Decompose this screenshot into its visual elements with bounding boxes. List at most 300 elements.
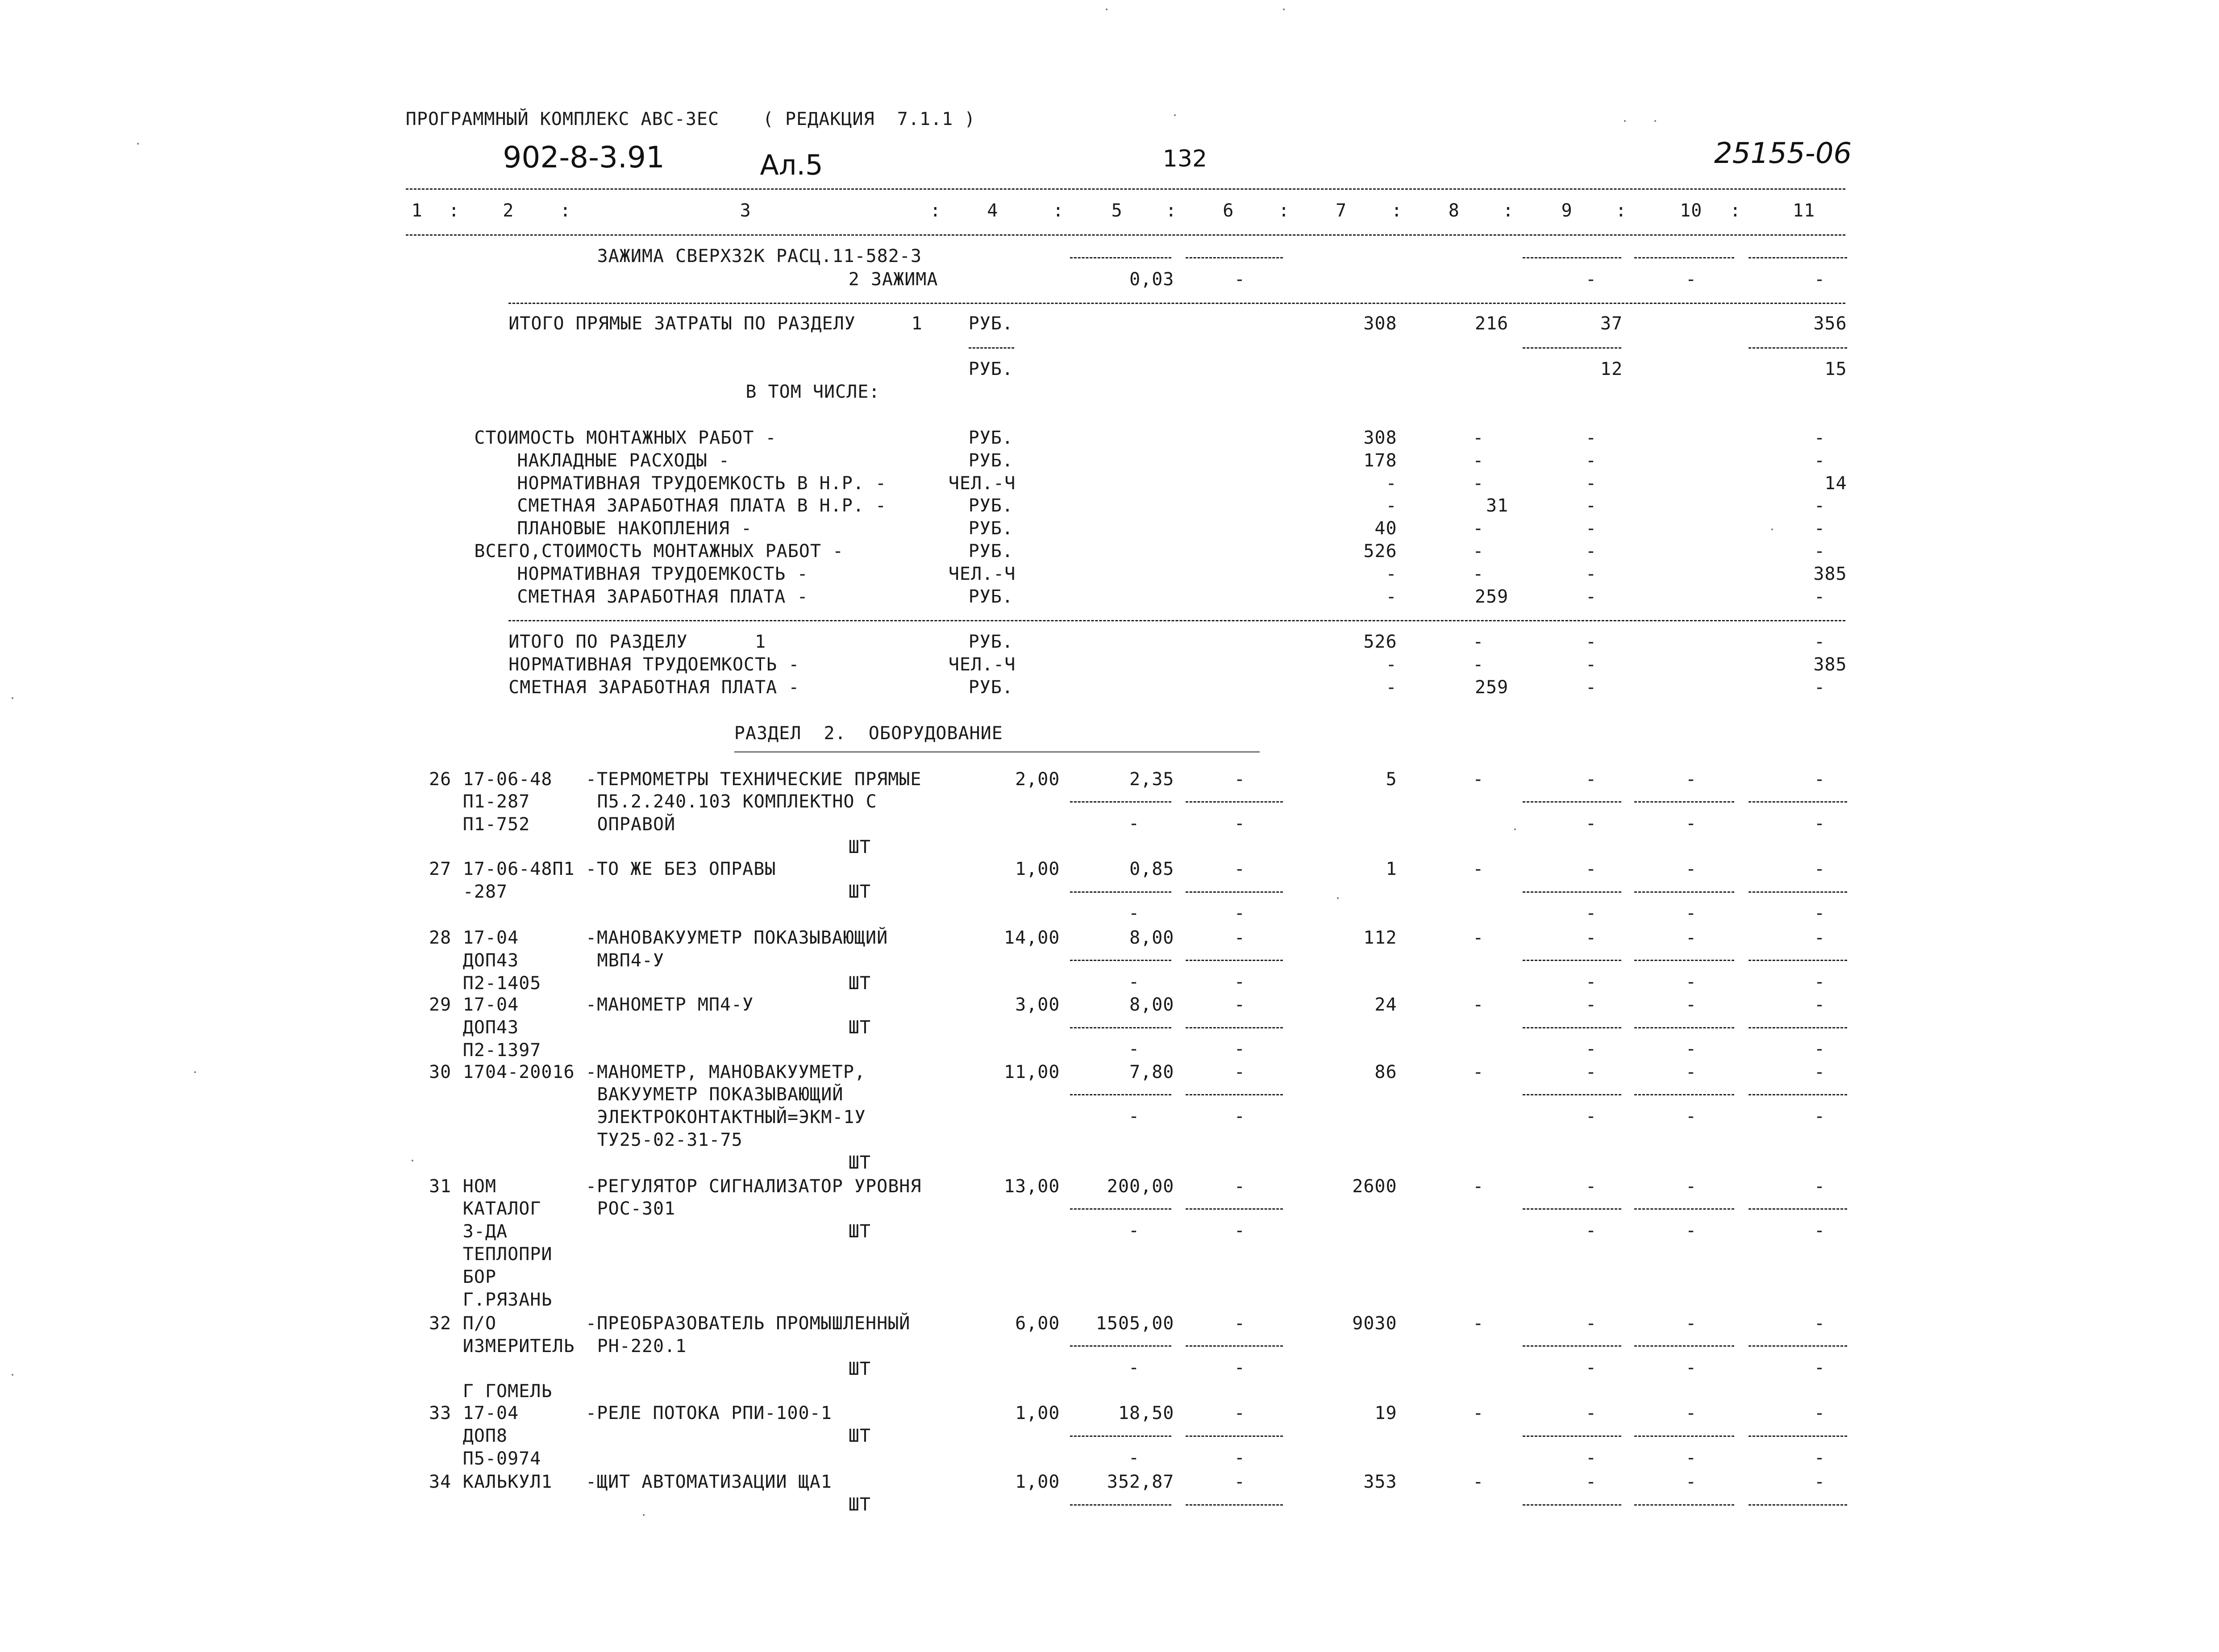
item-code: 1704-20016 bbox=[462, 1061, 575, 1082]
item-code: ИЗМЕРИТЕЛЬ bbox=[462, 1336, 575, 1357]
section-total-c11: - bbox=[1814, 677, 1826, 698]
breakdown-label: СТОИМОСТЬ МОНТАЖНЫХ РАБОТ - bbox=[474, 427, 777, 448]
breakdown-c8: 31 bbox=[1486, 495, 1509, 516]
col-header-4: 4 bbox=[987, 200, 999, 221]
item-c11-sub: - bbox=[1814, 1039, 1826, 1060]
section-total-c7: - bbox=[1386, 654, 1397, 675]
item-rule bbox=[1186, 1504, 1283, 1506]
item-c10-sub: - bbox=[1686, 972, 1697, 992]
item-rule bbox=[1070, 801, 1171, 803]
item-name: ЗАЖИМА СВЕРХ32К РАСЦ.11-582-3 bbox=[597, 246, 922, 267]
item-description: -МАНОВАКУУМЕТР ПОКАЗЫВАЮЩИЙ bbox=[586, 927, 888, 948]
item-c6-sub: - bbox=[1234, 903, 1245, 924]
item-rule bbox=[1523, 1208, 1621, 1210]
rule-header bbox=[406, 234, 1846, 236]
breakdown-c8: - bbox=[1473, 541, 1484, 562]
total2-c11: 15 bbox=[1824, 359, 1847, 380]
item-quantity: 13,00 bbox=[1003, 1176, 1060, 1197]
breakdown-unit: РУБ. bbox=[968, 450, 1013, 471]
item-description: ОПРАВОЙ bbox=[597, 814, 676, 835]
scan-speck bbox=[1654, 120, 1656, 122]
item-c9: - bbox=[1586, 1061, 1597, 1082]
item-code: -287 bbox=[462, 882, 508, 903]
item-total: 2600 bbox=[1352, 1176, 1397, 1197]
item-c6: - bbox=[1234, 1403, 1245, 1424]
item-rule bbox=[1070, 1345, 1171, 1347]
breakdown-c11: 14 bbox=[1824, 473, 1847, 494]
item-number: 33 bbox=[429, 1403, 452, 1424]
item-description: -ТО ЖЕ БЕЗ ОПРАВЫ bbox=[586, 859, 776, 880]
item-unit: ШТ bbox=[848, 882, 871, 903]
item-description: МВП4-У bbox=[597, 950, 665, 971]
item-c8: - bbox=[1473, 1176, 1484, 1197]
item-description: -МАНОМЕТР МП4-У bbox=[586, 995, 754, 1015]
item-c11: - bbox=[1814, 1472, 1826, 1492]
item-c6: - bbox=[1234, 1472, 1245, 1492]
item-c11: - bbox=[1814, 995, 1826, 1015]
item-c9: - bbox=[1586, 1472, 1597, 1492]
section-total-c8: - bbox=[1473, 654, 1484, 675]
item-unit: ШТ bbox=[848, 973, 871, 994]
item-total: 24 bbox=[1374, 995, 1397, 1015]
item-code: П2-1397 bbox=[462, 1040, 541, 1061]
item-c6: - bbox=[1234, 1176, 1245, 1197]
item-price: 8,00 bbox=[1129, 995, 1174, 1015]
breakdown-c9: - bbox=[1586, 450, 1597, 471]
item-number: 27 bbox=[429, 859, 452, 880]
item-c10: - bbox=[1686, 1472, 1697, 1492]
item-rule bbox=[1523, 1345, 1621, 1347]
breakdown-c9: - bbox=[1586, 518, 1597, 539]
item-c6-sub: - bbox=[1234, 1357, 1245, 1378]
item-rule bbox=[1070, 1208, 1171, 1210]
breakdown-c7: 40 bbox=[1374, 518, 1397, 539]
breakdown-c9: - bbox=[1586, 427, 1597, 448]
item-unit: ШТ bbox=[848, 837, 871, 858]
item-c10: - bbox=[1686, 1176, 1697, 1197]
scan-speck bbox=[1106, 8, 1107, 10]
item-unit: ШТ bbox=[848, 1017, 871, 1038]
breakdown-c9: - bbox=[1586, 541, 1597, 562]
total2-c9: 12 bbox=[1600, 359, 1623, 380]
item-c11-sub: - bbox=[1814, 813, 1826, 834]
item-total: 112 bbox=[1363, 927, 1397, 948]
item-rule bbox=[1186, 801, 1283, 803]
item-description: П5.2.240.103 КОМПЛЕКТНО С bbox=[597, 791, 877, 812]
scan-speck bbox=[1174, 114, 1176, 116]
item-number: 32 bbox=[429, 1313, 452, 1334]
item-c9: - bbox=[1586, 1403, 1597, 1424]
item-code: 17-04 bbox=[462, 995, 519, 1015]
item-code: П1-752 bbox=[462, 814, 530, 835]
item-rule bbox=[1523, 891, 1621, 893]
item-c10: - bbox=[1686, 927, 1697, 948]
item-price: 18,50 bbox=[1118, 1403, 1174, 1424]
item-rule bbox=[1070, 960, 1171, 961]
item-quantity: 11,00 bbox=[1003, 1061, 1060, 1082]
item-unit: ШТ bbox=[848, 1153, 871, 1173]
item-c9: - bbox=[1586, 859, 1597, 880]
total-num: 1 bbox=[911, 313, 923, 334]
breakdown-c8: - bbox=[1473, 564, 1484, 585]
col-separator: : bbox=[560, 200, 571, 221]
item-rule bbox=[1749, 1504, 1847, 1506]
item-sub: 2 ЗАЖИМА bbox=[848, 269, 938, 290]
item-c5-sub: - bbox=[1128, 1039, 1140, 1060]
scan-speck bbox=[194, 1071, 196, 1073]
item-c11: - bbox=[1814, 1403, 1826, 1424]
col-header-2: 2 bbox=[503, 200, 514, 221]
item-c6-sub: - bbox=[1234, 1447, 1245, 1468]
item-unit: ШТ bbox=[848, 1426, 871, 1447]
item-number: 29 bbox=[429, 995, 452, 1015]
item-rule bbox=[1523, 1436, 1621, 1437]
item-c11-sub: - bbox=[1814, 1106, 1826, 1127]
item-rule bbox=[1186, 1027, 1283, 1028]
section-total-label: ИТОГО ПО РАЗДЕЛУ 1 bbox=[508, 632, 766, 653]
item-rule bbox=[1749, 1027, 1847, 1028]
item-rule bbox=[1749, 891, 1847, 893]
col-separator: : bbox=[930, 200, 941, 221]
item-price: 0,85 bbox=[1129, 859, 1174, 880]
scan-speck bbox=[1624, 120, 1626, 122]
item-c9-sub: - bbox=[1586, 1106, 1597, 1127]
item-quantity: 1,00 bbox=[1015, 1472, 1060, 1492]
item-description: -ПРЕОБРАЗОВАТЕЛЬ ПРОМЫШЛЕННЫЙ bbox=[586, 1313, 911, 1334]
item-total: 5 bbox=[1386, 769, 1397, 790]
item-code: БОР bbox=[462, 1267, 497, 1288]
item-total: 19 bbox=[1374, 1403, 1397, 1424]
item-rule bbox=[1070, 1094, 1171, 1095]
total-c11: 356 bbox=[1813, 313, 1847, 334]
item-rule bbox=[1749, 1345, 1847, 1347]
album-label: Ал.5 bbox=[760, 148, 823, 181]
section-total-c9: - bbox=[1586, 632, 1597, 653]
item-description: РН-220.1 bbox=[597, 1336, 687, 1357]
col-header-6: 6 bbox=[1223, 200, 1234, 221]
total-unit: РУБ. bbox=[968, 313, 1013, 334]
breakdown-c8: - bbox=[1473, 518, 1484, 539]
section-total-c7: 526 bbox=[1363, 632, 1397, 653]
item-c5-sub: - bbox=[1128, 813, 1140, 834]
section-total-c8: - bbox=[1473, 632, 1484, 653]
breakdown-label: СМЕТНАЯ ЗАРАБОТНАЯ ПЛАТА В Н.Р. - bbox=[517, 495, 887, 516]
breakdown-c9: - bbox=[1586, 495, 1597, 516]
item-code: ДОП43 bbox=[462, 950, 519, 971]
dash-total-unit bbox=[969, 347, 1014, 349]
total-c7: 308 bbox=[1363, 313, 1397, 334]
item-c11-sub: - bbox=[1814, 1357, 1826, 1378]
item-c11: - bbox=[1814, 927, 1826, 948]
item-code: П1-287 bbox=[462, 791, 530, 812]
scan-speck bbox=[1771, 528, 1773, 530]
item-rule bbox=[1749, 1208, 1847, 1210]
section-total-unit: ЧЕЛ.-Ч bbox=[948, 654, 1016, 675]
section-total-label: НОРМАТИВНАЯ ТРУДОЕМКОСТЬ - bbox=[508, 654, 800, 675]
item-rule bbox=[1523, 1027, 1621, 1028]
item-c10: - bbox=[1686, 769, 1697, 790]
including-label: В ТОМ ЧИСЛЕ: bbox=[745, 382, 880, 403]
item-c9-sub: - bbox=[1586, 1357, 1597, 1378]
item-code: П/О bbox=[462, 1313, 497, 1334]
col-header-10: 10 bbox=[1680, 200, 1703, 221]
item-number: 30 bbox=[429, 1061, 452, 1082]
breakdown-c7: - bbox=[1386, 586, 1397, 607]
item-rule bbox=[1634, 1208, 1734, 1210]
item-code: П5-0974 bbox=[462, 1448, 541, 1469]
item-c10-sub: - bbox=[1686, 1447, 1697, 1468]
col-separator: : bbox=[1053, 200, 1064, 221]
item-rule bbox=[1186, 1436, 1283, 1437]
section-total-c7: - bbox=[1386, 677, 1397, 698]
col-header-5: 5 bbox=[1111, 200, 1123, 221]
item-c9-sub: - bbox=[1586, 1039, 1597, 1060]
item-rule bbox=[1186, 1094, 1283, 1095]
item-number: 34 bbox=[429, 1472, 452, 1492]
item-c10: - bbox=[1686, 859, 1697, 880]
item-code: Г ГОМЕЛЬ bbox=[462, 1381, 553, 1402]
item-rule bbox=[1749, 801, 1847, 803]
item-rule bbox=[1523, 1094, 1621, 1095]
item-code: 17-06-48 bbox=[462, 769, 553, 790]
breakdown-label: ПЛАНОВЫЕ НАКОПЛЕНИЯ - bbox=[517, 518, 753, 539]
col-header-7: 7 bbox=[1336, 200, 1347, 221]
item-c10: - bbox=[1686, 1403, 1697, 1424]
dash-c10-top bbox=[1634, 257, 1734, 258]
item-unit: ШТ bbox=[848, 1494, 871, 1515]
item-c8: - bbox=[1473, 1403, 1484, 1424]
dash-total-c9 bbox=[1523, 347, 1621, 349]
section-total-c9: - bbox=[1586, 677, 1597, 698]
item-c11: - bbox=[1814, 859, 1826, 880]
breakdown-unit: РУБ. bbox=[968, 586, 1013, 607]
item-c10-sub: - bbox=[1686, 1357, 1697, 1378]
item-price: 200,00 bbox=[1107, 1176, 1174, 1197]
item-c6: - bbox=[1234, 769, 1245, 790]
item-quantity: 6,00 bbox=[1015, 1313, 1060, 1334]
item-code: П2-1405 bbox=[462, 973, 541, 994]
section-total-c11: - bbox=[1814, 632, 1826, 653]
section-total-c9: - bbox=[1586, 654, 1597, 675]
item-rule bbox=[1749, 1094, 1847, 1095]
item-c6-sub: - bbox=[1234, 972, 1245, 992]
page-number: 132 bbox=[1162, 146, 1207, 173]
section-total-unit: РУБ. bbox=[968, 677, 1013, 698]
breakdown-unit: РУБ. bbox=[968, 541, 1013, 562]
breakdown-c7: - bbox=[1386, 495, 1397, 516]
item-c11-sub: - bbox=[1814, 1447, 1826, 1468]
item-c6: - bbox=[1234, 927, 1245, 948]
item-c8: - bbox=[1473, 1313, 1484, 1334]
item-code: 3-ДА bbox=[462, 1221, 508, 1242]
item-code: НОМ bbox=[462, 1176, 497, 1197]
item-rule bbox=[1186, 891, 1283, 893]
item-c9: - bbox=[1586, 1313, 1597, 1334]
item-rule bbox=[1634, 801, 1734, 803]
item-c5-sub: - bbox=[1128, 1447, 1140, 1468]
item-description: ТУ25-02-31-75 bbox=[597, 1130, 743, 1151]
item-c9-sub: - bbox=[1586, 903, 1597, 924]
breakdown-label: ВСЕГО,СТОИМОСТЬ МОНТАЖНЫХ РАБОТ - bbox=[474, 541, 844, 562]
item-code: КАТАЛОГ bbox=[462, 1198, 541, 1219]
item-rule bbox=[1634, 891, 1734, 893]
item-rule bbox=[1634, 960, 1734, 961]
item-c8: - bbox=[1473, 927, 1484, 948]
scan-speck bbox=[1337, 897, 1339, 899]
item-c11: - bbox=[1814, 269, 1826, 290]
scan-speck bbox=[643, 1514, 645, 1516]
breakdown-label: НАКЛАДНЫЕ РАСХОДЫ - bbox=[517, 450, 730, 471]
item-quantity: 3,00 bbox=[1015, 995, 1060, 1015]
section-total-c11: 385 bbox=[1813, 654, 1847, 675]
rule-before-total bbox=[508, 303, 1845, 304]
col-header-8: 8 bbox=[1448, 200, 1460, 221]
breakdown-c7: - bbox=[1386, 564, 1397, 585]
scan-speck bbox=[1283, 8, 1285, 10]
breakdown-c11: - bbox=[1814, 541, 1826, 562]
item-rule bbox=[1070, 1436, 1171, 1437]
item-number: 28 bbox=[429, 927, 452, 948]
item-rule bbox=[1749, 1436, 1847, 1437]
rule-before-section-total bbox=[508, 620, 1845, 621]
breakdown-c7: 526 bbox=[1363, 541, 1397, 562]
item-quantity: 2,00 bbox=[1015, 769, 1060, 790]
dash-total-c11 bbox=[1749, 347, 1847, 349]
item-c6: - bbox=[1234, 995, 1245, 1015]
item-rule bbox=[1634, 1504, 1734, 1506]
dash-c5-top bbox=[1070, 257, 1171, 258]
item-c9-sub: - bbox=[1586, 1220, 1597, 1241]
breakdown-label: НОРМАТИВНАЯ ТРУДОЕМКОСТЬ - bbox=[517, 564, 808, 585]
section2-title: РАЗДЕЛ 2. ОБОРУДОВАНИЕ bbox=[734, 723, 1003, 744]
breakdown-c11: 385 bbox=[1813, 564, 1847, 585]
item-description: ВАКУУМЕТР ПОКАЗЫВАЮЩИЙ bbox=[597, 1084, 844, 1105]
program-title: ПРОГРАММНЫЙ КОМПЛЕКС АВС-3ЕС bbox=[405, 109, 720, 130]
item-code: КАЛЬКУЛ1 bbox=[462, 1472, 553, 1492]
breakdown-c11: - bbox=[1814, 427, 1826, 448]
breakdown-c8: - bbox=[1473, 427, 1484, 448]
item-total: 86 bbox=[1374, 1061, 1397, 1082]
item-rule bbox=[1523, 801, 1621, 803]
item-c6: - bbox=[1234, 1061, 1245, 1082]
item-code: 17-04 bbox=[462, 927, 519, 948]
col-separator: : bbox=[1391, 200, 1403, 221]
scan-speck bbox=[137, 143, 139, 145]
col-header-1: 1 bbox=[411, 200, 423, 221]
breakdown-c8: 259 bbox=[1474, 586, 1509, 607]
item-description: -РЕЛЕ ПОТОКА РПИ-100-1 bbox=[586, 1403, 832, 1424]
item-c9: - bbox=[1586, 769, 1597, 790]
item-code: ТЕПЛОПРИ bbox=[462, 1244, 553, 1265]
item-quantity: 14,00 bbox=[1003, 927, 1060, 948]
breakdown-c9: - bbox=[1586, 564, 1597, 585]
item-rule bbox=[1070, 1027, 1171, 1028]
item-c9-sub: - bbox=[1586, 813, 1597, 834]
item-c6: - bbox=[1234, 859, 1245, 880]
item-c10-sub: - bbox=[1686, 1106, 1697, 1127]
total2-unit: РУБ. bbox=[968, 359, 1013, 380]
section-total-c8: 259 bbox=[1474, 677, 1509, 698]
item-c5-sub: - bbox=[1128, 1357, 1140, 1378]
section-total-unit: РУБ. bbox=[968, 632, 1013, 653]
item-c11: - bbox=[1814, 769, 1826, 790]
item-rule bbox=[1634, 1345, 1734, 1347]
item-c6-sub: - bbox=[1234, 1220, 1245, 1241]
item-c10-sub: - bbox=[1686, 813, 1697, 834]
scan-speck bbox=[12, 697, 13, 699]
section-total-label: СМЕТНАЯ ЗАРАБОТНАЯ ПЛАТА - bbox=[508, 677, 800, 698]
item-c6-sub: - bbox=[1234, 1106, 1245, 1127]
breakdown-unit: РУБ. bbox=[968, 518, 1013, 539]
breakdown-c8: - bbox=[1473, 450, 1484, 471]
item-unit: ШТ bbox=[848, 1221, 871, 1242]
item-c11: - bbox=[1814, 1313, 1826, 1334]
breakdown-unit: ЧЕЛ.-Ч bbox=[948, 564, 1016, 585]
breakdown-c11: - bbox=[1814, 450, 1826, 471]
col-separator: : bbox=[1278, 200, 1290, 221]
item-rule bbox=[1634, 1436, 1734, 1437]
breakdown-c11: - bbox=[1814, 518, 1826, 539]
item-description: ЭЛЕКТРОКОНТАКТНЫЙ=ЭКМ-1У bbox=[597, 1107, 866, 1128]
item-c6-sub: - bbox=[1234, 813, 1245, 834]
item-total: 353 bbox=[1363, 1472, 1397, 1492]
item-number: 31 bbox=[429, 1176, 452, 1197]
item-c8: - bbox=[1473, 995, 1484, 1015]
breakdown-unit: РУБ. bbox=[968, 495, 1013, 516]
item-code: 17-06-48П1 bbox=[462, 859, 575, 880]
item-rule bbox=[1186, 960, 1283, 961]
col-separator: : bbox=[1166, 200, 1177, 221]
item-rule bbox=[1634, 1094, 1734, 1095]
item-total: 9030 bbox=[1352, 1313, 1397, 1334]
item-code: 17-04 bbox=[462, 1403, 519, 1424]
item-code: ДОП8 bbox=[462, 1426, 508, 1447]
item-price: 1505,00 bbox=[1095, 1313, 1174, 1334]
item-c9: - bbox=[1586, 995, 1597, 1015]
item-c10-sub: - bbox=[1686, 903, 1697, 924]
item-unit: ШТ bbox=[848, 1358, 871, 1379]
total-c9: 37 bbox=[1600, 313, 1623, 334]
breakdown-c11: - bbox=[1814, 495, 1826, 516]
item-rule bbox=[1186, 1345, 1283, 1347]
rule-top bbox=[406, 188, 1846, 190]
item-description: -МАНОМЕТР, МАНОВАКУУМЕТР, bbox=[586, 1061, 866, 1082]
item-c5-sub: - bbox=[1128, 1220, 1140, 1241]
item-c9: - bbox=[1586, 1176, 1597, 1197]
item-price: 352,87 bbox=[1107, 1472, 1174, 1492]
item-description: -ТЕРМОМЕТРЫ ТЕХНИЧЕСКИЕ ПРЯМЫЕ bbox=[586, 769, 922, 790]
item-rule bbox=[1070, 1504, 1171, 1506]
breakdown-unit: ЧЕЛ.-Ч bbox=[948, 473, 1016, 494]
item-c11-sub: - bbox=[1814, 972, 1826, 992]
item-number: 26 bbox=[429, 769, 452, 790]
item-description: -РЕГУЛЯТОР СИГНАЛИЗАТОР УРОВНЯ bbox=[586, 1176, 922, 1197]
col-header-3: 3 bbox=[740, 200, 751, 221]
item-c11: - bbox=[1814, 1176, 1826, 1197]
breakdown-c7: - bbox=[1386, 473, 1397, 494]
breakdown-c11: - bbox=[1814, 586, 1826, 607]
item-description: -ЩИТ АВТОМАТИЗАЦИИ ЩА1 bbox=[586, 1472, 832, 1492]
dash-c11-top bbox=[1749, 257, 1847, 258]
item-rule bbox=[1523, 1504, 1621, 1506]
total-label: ИТОГО ПРЯМЫЕ ЗАТРАТЫ ПО РАЗДЕЛУ bbox=[508, 313, 856, 334]
item-c8: - bbox=[1473, 769, 1484, 790]
item-c6: - bbox=[1234, 269, 1245, 290]
item-rule bbox=[1070, 891, 1171, 893]
total-c8: 216 bbox=[1474, 313, 1509, 334]
item-c5-sub: - bbox=[1128, 972, 1140, 992]
breakdown-c9: - bbox=[1586, 586, 1597, 607]
